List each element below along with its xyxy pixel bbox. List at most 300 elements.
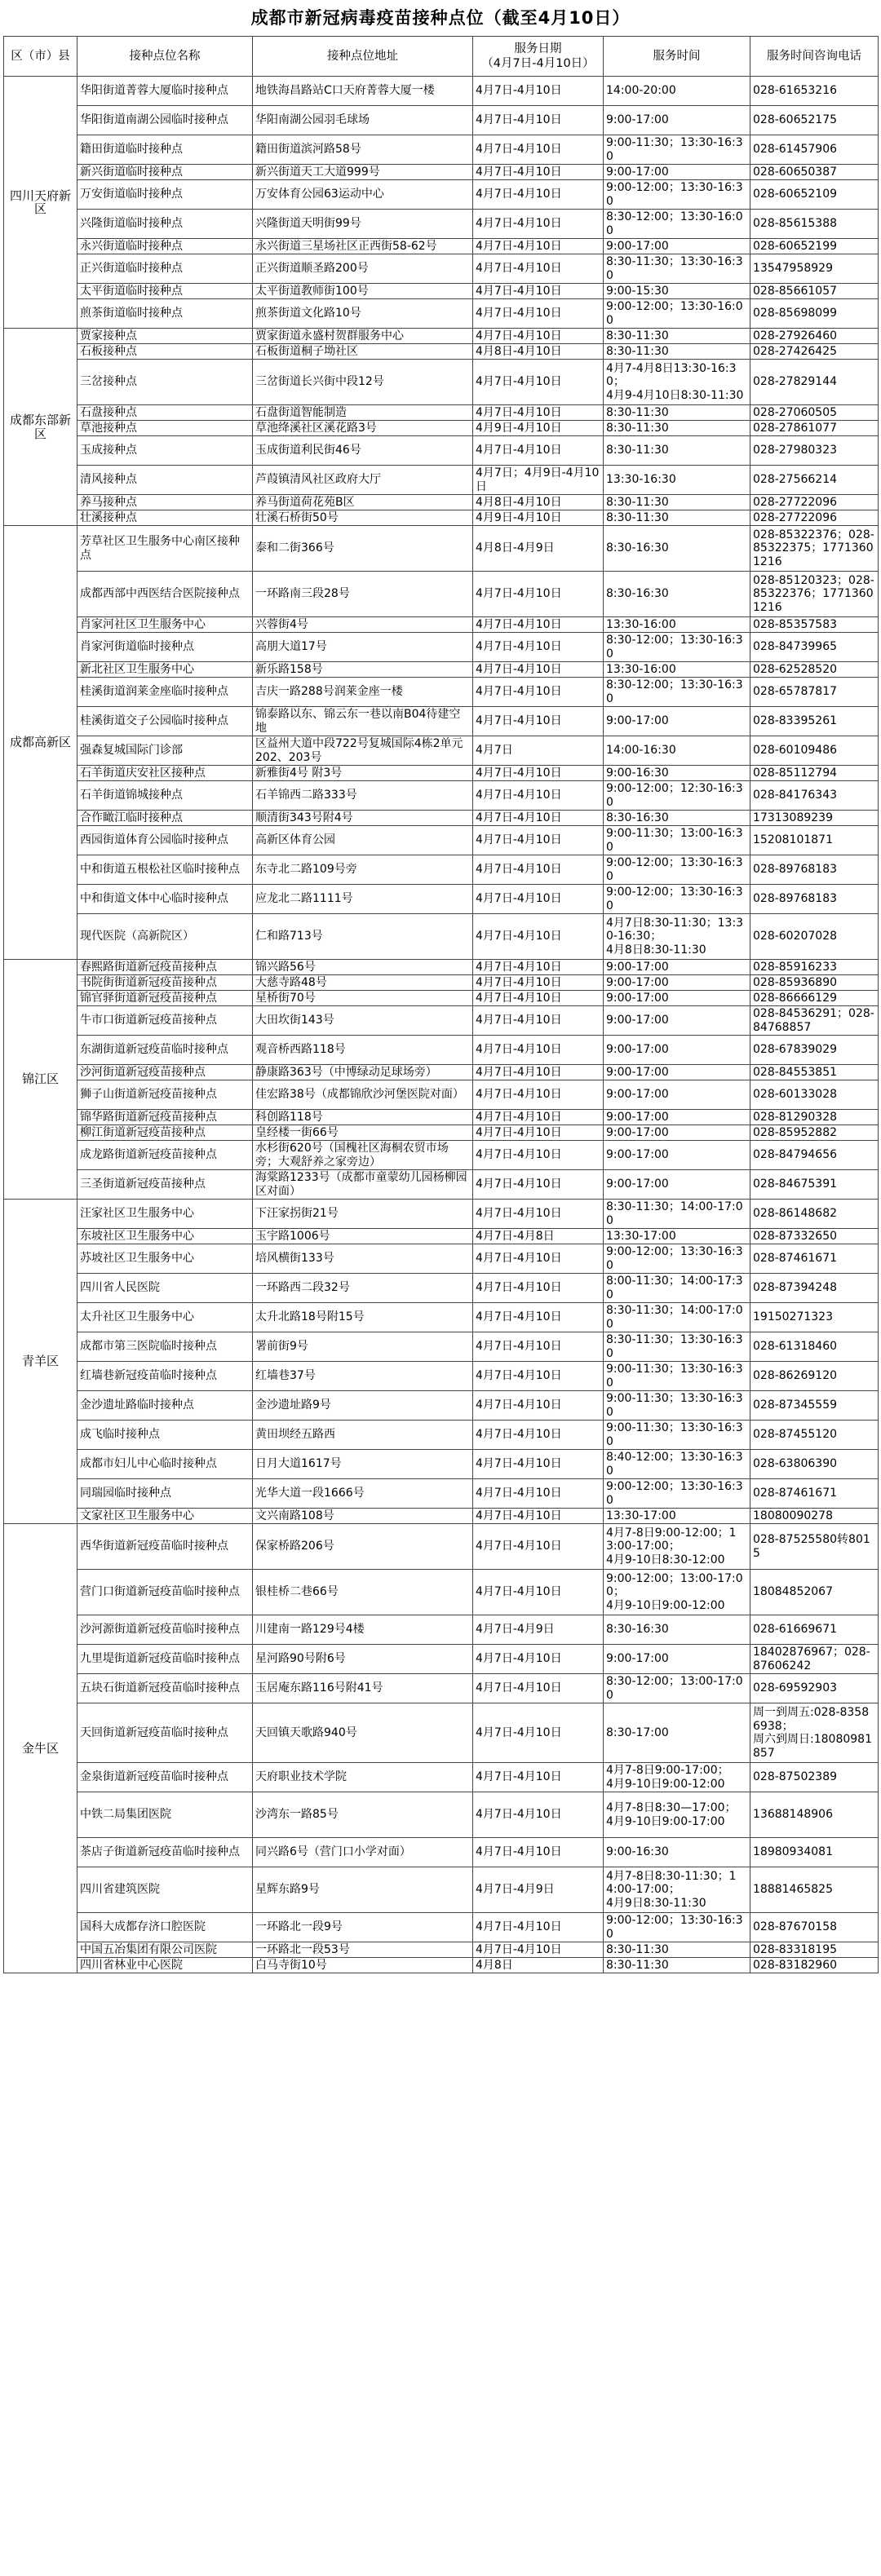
service-hours-cell: 9:00-11:30；13:00-16:30 <box>604 826 750 855</box>
phone-cell: 18080090278 <box>750 1509 879 1524</box>
service-hours-cell: 9:00-12:00；13:30-16:00 <box>604 299 750 329</box>
header-service-dates: 服务日期 （4月7日-4月10日） <box>473 37 604 77</box>
service-hours-cell: 8:30-11:30 <box>604 344 750 360</box>
service-hours-cell: 8:30-12:00；13:30-16:00 <box>604 210 750 239</box>
service-dates-cell: 4月8日-4月9日 <box>473 526 604 572</box>
phone-cell: 028-60207028 <box>750 914 879 960</box>
phone-cell: 周一到周五:028-83586938； 周六到周日:18080981857 <box>750 1703 879 1763</box>
site-name-cell: 狮子山街道新冠疫苗接种点 <box>77 1080 253 1110</box>
service-hours-cell: 4月7-8日8:30—17:00； 4月9-10日9:00-17:00 <box>604 1792 750 1838</box>
phone-cell: 028-61653216 <box>750 77 879 106</box>
site-name-cell: 煎茶街道临时接种点 <box>77 299 253 329</box>
service-dates-cell: 4月7日-4月10日 <box>473 1125 604 1141</box>
site-name-cell: 三圣街道新冠疫苗接种点 <box>77 1170 253 1200</box>
table-row <box>4 766 879 781</box>
site-address-cell: 署前街9号 <box>253 1332 473 1362</box>
site-address-cell: 仁和路713号 <box>253 914 473 960</box>
table-header-row <box>4 37 879 77</box>
site-address-cell: 同兴路6号（营门口小学对面） <box>253 1838 473 1867</box>
site-name-cell: 万安街道临时接种点 <box>77 180 253 210</box>
phone-cell: 028-27722096 <box>750 495 879 510</box>
site-name-cell: 四川省建筑医院 <box>77 1867 253 1913</box>
site-name-cell: 石板接种点 <box>77 344 253 360</box>
service-dates-cell: 4月7日-4月8日 <box>473 1229 604 1244</box>
table-row <box>4 329 879 344</box>
phone-cell: 028-85661057 <box>750 284 879 299</box>
site-name-cell: 五块石街道新冠疫苗临时接种点 <box>77 1674 253 1703</box>
service-dates-cell: 4月7日-4月10日 <box>473 1703 604 1763</box>
site-name-cell: 锦官驿街道新冠疫苗接种点 <box>77 991 253 1006</box>
site-name-cell: 合作瞰江临时接种点 <box>77 811 253 826</box>
service-dates-cell: 4月7日-4月10日 <box>473 1200 604 1229</box>
phone-cell: 028-60133028 <box>750 1080 879 1110</box>
service-dates-cell: 4月7日-4月10日 <box>473 1065 604 1080</box>
site-address-cell: 区益州大道中段722号复城国际4栋2单元202、203号 <box>253 736 473 766</box>
service-dates-cell: 4月7日-4月10日 <box>473 975 604 991</box>
table-row <box>4 1125 879 1141</box>
service-hours-cell: 9:00-17:00 <box>604 1110 750 1125</box>
service-dates-cell: 4月7日-4月10日 <box>473 633 604 662</box>
service-dates-cell: 4月9日-4月10日 <box>473 421 604 436</box>
service-dates-cell: 4月7日-4月10日 <box>473 1479 604 1509</box>
site-address-cell: 石羊锦西二路333号 <box>253 781 473 811</box>
district-cell: 锦江区 <box>4 960 77 1200</box>
table-row <box>4 811 879 826</box>
district-cell: 成都高新区 <box>4 526 77 960</box>
service-hours-cell: 9:00-11:30；13:30-16:30 <box>604 135 750 165</box>
service-hours-cell: 4月7-8日8:30-11:30；14:00-17:00； 4月9日8:30-11:30 <box>604 1867 750 1913</box>
site-name-cell: 永兴街道临时接种点 <box>77 239 253 254</box>
phone-cell: 028-87332650 <box>750 1229 879 1244</box>
service-hours-cell: 9:00-17:00 <box>604 1141 750 1170</box>
site-name-cell: 汪家社区卫生服务中心 <box>77 1200 253 1229</box>
service-dates-cell: 4月7日-4月10日 <box>473 1303 604 1332</box>
site-name-cell: 籍田街道临时接种点 <box>77 135 253 165</box>
site-address-cell: 太平街道教师街100号 <box>253 284 473 299</box>
phone-cell: 18980934081 <box>750 1838 879 1867</box>
site-name-cell: 苏坡社区卫生服务中心 <box>77 1244 253 1274</box>
table-row <box>4 299 879 329</box>
site-address-cell: 东寺北二路109号旁 <box>253 855 473 885</box>
table-row <box>4 135 879 165</box>
site-name-cell: 中和街道五根松社区临时接种点 <box>77 855 253 885</box>
table-row <box>4 781 879 811</box>
site-address-cell: 科创路118号 <box>253 1110 473 1125</box>
site-address-cell: 白马寺街10号 <box>253 1958 473 1973</box>
service-hours-cell: 9:00-17:00 <box>604 106 750 135</box>
service-hours-cell: 9:00-17:00 <box>604 1170 750 1200</box>
site-name-cell: 国科大成都存济口腔医院 <box>77 1913 253 1942</box>
service-hours-cell: 9:00-12:00；13:30-16:30 <box>604 180 750 210</box>
service-dates-cell: 4月9日-4月10日 <box>473 510 604 526</box>
service-dates-cell: 4月8日 <box>473 1958 604 1973</box>
service-hours-cell: 8:30-11:30；13:30-16:30 <box>604 254 750 284</box>
site-name-cell: 玉成接种点 <box>77 436 253 466</box>
site-address-cell: 籍田街道滨河路58号 <box>253 135 473 165</box>
phone-cell: 028-67839029 <box>750 1036 879 1065</box>
phone-cell: 18402876967；028-87606242 <box>750 1645 879 1674</box>
site-address-cell: 三岔街道长兴街中段12号 <box>253 360 473 405</box>
service-dates-cell: 4月7日-4月10日 <box>473 1450 604 1479</box>
phone-cell: 028-85916233 <box>750 960 879 975</box>
phone-cell: 028-87461671 <box>750 1244 879 1274</box>
service-dates-cell: 4月7日-4月10日 <box>473 1006 604 1036</box>
service-hours-cell: 8:30-12:00；13:30-16:30 <box>604 678 750 707</box>
site-name-cell: 成都市第三医院临时接种点 <box>77 1332 253 1362</box>
phone-cell: 028-27426425 <box>750 344 879 360</box>
site-address-cell: 锦兴路56号 <box>253 960 473 975</box>
service-dates-cell: 4月7日-4月10日 <box>473 1244 604 1274</box>
service-hours-cell: 13:30-16:00 <box>604 617 750 633</box>
phone-cell: 028-87525580转8015 <box>750 1524 879 1570</box>
service-dates-cell: 4月7日-4月9日 <box>473 1867 604 1913</box>
table-row <box>4 165 879 180</box>
district-cell: 成都东部新区 <box>4 329 77 526</box>
service-dates-cell: 4月7日-4月10日 <box>473 1141 604 1170</box>
phone-cell: 028-65787817 <box>750 678 879 707</box>
table-row <box>4 495 879 510</box>
site-name-cell: 成都市妇儿中心临时接种点 <box>77 1450 253 1479</box>
site-name-cell: 石羊街道庆安社区接种点 <box>77 766 253 781</box>
site-name-cell: 中和街道文体中心临时接种点 <box>77 885 253 914</box>
service-dates-cell: 4月7日-4月10日 <box>473 826 604 855</box>
phone-cell: 028-89768183 <box>750 855 879 885</box>
site-name-cell: 沙河街道新冠疫苗接种点 <box>77 1065 253 1080</box>
service-hours-cell: 9:00-17:00 <box>604 165 750 180</box>
service-dates-cell: 4月7日；4月9日-4月10日 <box>473 466 604 495</box>
district-cell: 金牛区 <box>4 1524 77 1973</box>
site-name-cell: 兴隆街道临时接种点 <box>77 210 253 239</box>
service-hours-cell: 8:30-11:30；14:00-17:00 <box>604 1303 750 1332</box>
service-hours-cell: 9:00-12:00；13:30-16:30 <box>604 1244 750 1274</box>
site-name-cell: 壮溪接种点 <box>77 510 253 526</box>
site-address-cell: 吉庆一路288号润莱金座一楼 <box>253 678 473 707</box>
table-row <box>4 1867 879 1913</box>
service-dates-cell: 4月7日-4月10日 <box>473 1763 604 1792</box>
table-row <box>4 1942 879 1958</box>
table-row <box>4 466 879 495</box>
site-name-cell: 九里堤街道新冠疫苗临时接种点 <box>77 1645 253 1674</box>
phone-cell: 028-85698099 <box>750 299 879 329</box>
service-dates-cell: 4月7日-4月10日 <box>473 284 604 299</box>
header-service-hours: 服务时间 <box>604 37 750 77</box>
site-address-cell: 石板街道桐子坳社区 <box>253 344 473 360</box>
site-address-cell: 华阳南湖公园羽毛球场 <box>253 106 473 135</box>
service-dates-cell: 4月7日-4月10日 <box>473 299 604 329</box>
site-name-cell: 书院街街道新冠疫苗接种点 <box>77 975 253 991</box>
service-dates-cell: 4月7日-4月10日 <box>473 1362 604 1391</box>
site-address-cell: 水杉街620号（国槐社区海桐农贸市场旁；大观舒养之家旁边） <box>253 1141 473 1170</box>
service-hours-cell: 9:00-17:00 <box>604 1065 750 1080</box>
site-name-cell: 三岔接种点 <box>77 360 253 405</box>
table-row <box>4 421 879 436</box>
phone-cell: 17313089239 <box>750 811 879 826</box>
service-hours-cell: 8:30-16:30 <box>604 1615 750 1645</box>
site-name-cell: 四川省人民医院 <box>77 1274 253 1303</box>
service-dates-cell: 4月7日-4月10日 <box>473 1274 604 1303</box>
site-address-cell: 保家桥路206号 <box>253 1524 473 1570</box>
service-dates-cell: 4月7日 <box>473 736 604 766</box>
service-dates-cell: 4月7日-4月10日 <box>473 855 604 885</box>
table-row <box>4 1141 879 1170</box>
site-name-cell: 肖家河街道临时接种点 <box>77 633 253 662</box>
phone-cell: 028-87670158 <box>750 1913 879 1942</box>
site-name-cell: 新北社区卫生服务中心 <box>77 662 253 678</box>
table-row <box>4 1229 879 1244</box>
site-address-cell: 沙湾东一路85号 <box>253 1792 473 1838</box>
site-address-cell: 草池绛溪社区溪花路3号 <box>253 421 473 436</box>
table-row <box>4 914 879 960</box>
service-hours-cell: 9:00-12:00；13:30-16:30 <box>604 885 750 914</box>
site-address-cell: 一环路北一段53号 <box>253 1942 473 1958</box>
site-address-cell: 石盘街道智能制造 <box>253 405 473 421</box>
site-name-cell: 同瑞园临时接种点 <box>77 1479 253 1509</box>
table-row <box>4 1080 879 1110</box>
site-name-cell: 茶店子街道新冠疫苗临时接种点 <box>77 1838 253 1867</box>
phone-cell: 028-60652175 <box>750 106 879 135</box>
service-hours-cell: 14:00-20:00 <box>604 77 750 106</box>
site-name-cell: 新兴街道临时接种点 <box>77 165 253 180</box>
site-address-cell: 正兴街道顺圣路200号 <box>253 254 473 284</box>
site-name-cell: 柳江街道新冠疫苗接种点 <box>77 1125 253 1141</box>
site-address-cell: 银桂桥二巷66号 <box>253 1570 473 1615</box>
page-title: 成都市新冠病毒疫苗接种点位（截至4月10日） <box>250 8 631 28</box>
service-hours-cell: 8:30-11:30；14:00-17:00 <box>604 1200 750 1229</box>
service-hours-cell: 13:30-17:00 <box>604 1509 750 1524</box>
site-address-cell: 泰和二街366号 <box>253 526 473 572</box>
service-hours-cell: 8:30-11:30 <box>604 1942 750 1958</box>
table-row <box>4 1509 879 1524</box>
site-name-cell: 桂溪街道交子公园临时接种点 <box>77 707 253 736</box>
site-address-cell: 川建南一路129号4楼 <box>253 1615 473 1645</box>
site-address-cell: 一环路南三段28号 <box>253 572 473 617</box>
service-hours-cell: 9:00-12:00；13:00-17:00； 4月9-10日9:00-12:00 <box>604 1570 750 1615</box>
site-name-cell: 东坡社区卫生服务中心 <box>77 1229 253 1244</box>
site-address-cell: 下汪家拐街21号 <box>253 1200 473 1229</box>
phone-cell: 028-81290328 <box>750 1110 879 1125</box>
service-hours-cell: 9:00-16:30 <box>604 766 750 781</box>
site-address-cell: 红墙巷37号 <box>253 1362 473 1391</box>
service-hours-cell: 9:00-17:00 <box>604 991 750 1006</box>
site-name-cell: 沙河源街道新冠疫苗临时接种点 <box>77 1615 253 1645</box>
table-row <box>4 678 879 707</box>
site-address-cell: 培风横街133号 <box>253 1244 473 1274</box>
table-row <box>4 1792 879 1838</box>
service-dates-cell: 4月7日-4月10日 <box>473 1674 604 1703</box>
table-row <box>4 1703 879 1763</box>
table-row <box>4 1838 879 1867</box>
service-hours-cell: 8:30-16:30 <box>604 572 750 617</box>
site-name-cell: 成都西部中西医结合医院接种点 <box>77 572 253 617</box>
site-address-cell: 金沙遗址路9号 <box>253 1391 473 1421</box>
phone-cell: 028-85615388 <box>750 210 879 239</box>
site-address-cell: 锦泰路以东、锦云东一巷以南B04待建空地 <box>253 707 473 736</box>
site-address-cell: 一环路北一段9号 <box>253 1913 473 1942</box>
service-dates-cell: 4月7日-4月10日 <box>473 707 604 736</box>
site-address-cell: 养马街道荷花苑B区 <box>253 495 473 510</box>
service-hours-cell: 8:30-12:00；13:00-17:00 <box>604 1674 750 1703</box>
site-name-cell: 营门口街道新冠疫苗临时接种点 <box>77 1570 253 1615</box>
phone-cell: 028-84536291；028-84768857 <box>750 1006 879 1036</box>
service-dates-cell: 4月7日-4月10日 <box>473 960 604 975</box>
service-hours-cell: 8:30-11:30 <box>604 436 750 466</box>
header-phone: 服务时间咨询电话 <box>750 37 879 77</box>
site-name-cell: 春熙路街道新冠疫苗接种点 <box>77 960 253 975</box>
service-hours-cell: 8:30-11:30 <box>604 421 750 436</box>
site-address-cell: 顺清街343号附4号 <box>253 811 473 826</box>
table-row <box>4 180 879 210</box>
site-name-cell: 成飞临时接种点 <box>77 1421 253 1450</box>
service-dates-cell: 4月7日-4月10日 <box>473 1942 604 1958</box>
phone-cell: 18084852067 <box>750 1570 879 1615</box>
service-hours-cell: 8:30-16:30 <box>604 811 750 826</box>
site-name-cell: 华阳街道南湖公园临时接种点 <box>77 106 253 135</box>
table-row <box>4 1200 879 1229</box>
service-hours-cell: 9:00-17:00 <box>604 1125 750 1141</box>
service-dates-cell: 4月7日-4月10日 <box>473 885 604 914</box>
site-address-cell: 静康路363号（中博绿动足球场旁） <box>253 1065 473 1080</box>
site-address-cell: 新乐路158号 <box>253 662 473 678</box>
phone-cell: 028-60109486 <box>750 736 879 766</box>
site-name-cell: 中铁二局集团医院 <box>77 1792 253 1838</box>
service-dates-cell: 4月7日-4月10日 <box>473 678 604 707</box>
site-address-cell: 星河路90号附6号 <box>253 1645 473 1674</box>
site-address-cell: 新雅街4号 附3号 <box>253 766 473 781</box>
service-hours-cell: 9:00-15:30 <box>604 284 750 299</box>
service-hours-cell: 8:30-11:30 <box>604 405 750 421</box>
table-row <box>4 1391 879 1421</box>
site-address-cell: 贾家街道永盛村贺群服务中心 <box>253 329 473 344</box>
service-hours-cell: 8:30-11:30 <box>604 329 750 344</box>
table-row <box>4 960 879 975</box>
phone-cell: 028-83318195 <box>750 1942 879 1958</box>
service-hours-cell: 9:00-11:30；13:30-16:30 <box>604 1362 750 1391</box>
site-name-cell: 石羊街道锦城接种点 <box>77 781 253 811</box>
phone-cell: 028-85936890 <box>750 975 879 991</box>
site-address-cell: 兴隆街道天明街99号 <box>253 210 473 239</box>
site-address-cell: 永兴街道三星场社区正西街58-62号 <box>253 239 473 254</box>
site-address-cell: 新兴街道天工大道999号 <box>253 165 473 180</box>
site-name-cell: 贾家接种点 <box>77 329 253 344</box>
site-address-cell: 文兴南路108号 <box>253 1509 473 1524</box>
table-row <box>4 1065 879 1080</box>
service-hours-cell: 8:30-11:30 <box>604 510 750 526</box>
site-name-cell: 正兴街道临时接种点 <box>77 254 253 284</box>
site-name-cell: 养马接种点 <box>77 495 253 510</box>
table-row <box>4 1570 879 1615</box>
service-dates-cell: 4月7日-4月10日 <box>473 1036 604 1065</box>
table-row <box>4 1958 879 1973</box>
service-dates-cell: 4月7日-4月10日 <box>473 1792 604 1838</box>
service-hours-cell: 4月7-4月8日13:30-16:30； 4月9-4月10日8:30-11:30 <box>604 360 750 405</box>
service-hours-cell: 4月7-8日9:00-17:00； 4月9-10日9:00-12:00 <box>604 1763 750 1792</box>
table-row <box>4 572 879 617</box>
phone-cell: 15208101871 <box>750 826 879 855</box>
table-row <box>4 736 879 766</box>
service-dates-cell: 4月7日-4月10日 <box>473 360 604 405</box>
service-dates-cell: 4月7日-4月10日 <box>473 617 604 633</box>
table-row <box>4 975 879 991</box>
site-address-cell: 太升北路18号附15号 <box>253 1303 473 1332</box>
service-dates-cell: 4月7日-4月9日 <box>473 1615 604 1645</box>
service-dates-cell: 4月7日-4月10日 <box>473 1838 604 1867</box>
site-address-cell: 大田坎街143号 <box>253 1006 473 1036</box>
service-hours-cell: 9:00-12:00；12:30-16:30 <box>604 781 750 811</box>
service-hours-cell: 8:30-16:30 <box>604 526 750 572</box>
site-address-cell: 一环路西二段32号 <box>253 1274 473 1303</box>
phone-cell: 028-86269120 <box>750 1362 879 1391</box>
phone-cell: 028-86148682 <box>750 1200 879 1229</box>
phone-cell: 18881465825 <box>750 1867 879 1913</box>
phone-cell: 028-85112794 <box>750 766 879 781</box>
site-name-cell: 华阳街道菁蓉大厦临时接种点 <box>77 77 253 106</box>
site-address-cell: 佳宏路38号（成都锦欣沙河堡医院对面） <box>253 1080 473 1110</box>
table-row <box>4 1479 879 1509</box>
service-dates-cell: 4月7日-4月10日 <box>473 572 604 617</box>
site-address-cell: 壮溪石桥街50号 <box>253 510 473 526</box>
service-hours-cell: 9:00-17:00 <box>604 707 750 736</box>
service-dates-cell: 4月7日-4月10日 <box>473 991 604 1006</box>
service-hours-cell: 9:00-17:00 <box>604 960 750 975</box>
phone-cell: 028-86666129 <box>750 991 879 1006</box>
phone-cell: 028-85120323；028-85322376；17713601216 <box>750 572 879 617</box>
service-dates-cell: 4月7日-4月10日 <box>473 1332 604 1362</box>
phone-cell: 13547958929 <box>750 254 879 284</box>
service-hours-cell: 14:00-16:30 <box>604 736 750 766</box>
phone-cell: 028-27060505 <box>750 405 879 421</box>
service-dates-cell: 4月8日-4月10日 <box>473 495 604 510</box>
phone-cell: 028-85357583 <box>750 617 879 633</box>
site-name-cell: 草池接种点 <box>77 421 253 436</box>
table-row <box>4 239 879 254</box>
service-hours-cell: 9:00-12:00；13:30-16:30 <box>604 855 750 885</box>
table-row <box>4 662 879 678</box>
table-row <box>4 617 879 633</box>
service-hours-cell: 8:00-11:30；14:00-17:30 <box>604 1274 750 1303</box>
table-row <box>4 885 879 914</box>
table-row <box>4 1674 879 1703</box>
site-address-cell: 玉居庵东路116号附41号 <box>253 1674 473 1703</box>
phone-cell: 028-60652109 <box>750 180 879 210</box>
service-hours-cell: 8:30-11:30 <box>604 495 750 510</box>
site-address-cell: 星桥街70号 <box>253 991 473 1006</box>
table-row <box>4 344 879 360</box>
table-row <box>4 436 879 466</box>
site-address-cell: 万安体育公园63运动中心 <box>253 180 473 210</box>
service-hours-cell: 9:00-17:00 <box>604 1080 750 1110</box>
site-address-cell: 应龙北二路1111号 <box>253 885 473 914</box>
service-dates-cell: 4月7日-4月10日 <box>473 781 604 811</box>
district-cell: 青羊区 <box>4 1200 77 1524</box>
service-hours-cell: 9:00-16:30 <box>604 1838 750 1867</box>
site-address-cell: 黄田坝经五路西 <box>253 1421 473 1450</box>
table-row <box>4 405 879 421</box>
table-row <box>4 1524 879 1570</box>
phone-cell: 028-83182960 <box>750 1958 879 1973</box>
site-name-cell: 西园街道体育公园临时接种点 <box>77 826 253 855</box>
service-dates-cell: 4月7日-4月10日 <box>473 1421 604 1450</box>
service-hours-cell: 8:30-11:30；13:30-16:30 <box>604 1332 750 1362</box>
service-dates-cell: 4月7日-4月10日 <box>473 1524 604 1570</box>
service-hours-cell: 13:30-16:30 <box>604 466 750 495</box>
service-hours-cell: 9:00-12:00；13:30-16:30 <box>604 1913 750 1942</box>
site-address-cell: 地铁海昌路站C口天府菁蓉大厦一楼 <box>253 77 473 106</box>
service-hours-cell: 13:30-16:00 <box>604 662 750 678</box>
phone-cell: 028-27566214 <box>750 466 879 495</box>
table-row <box>4 510 879 526</box>
service-hours-cell: 9:00-11:30；13:30-16:30 <box>604 1421 750 1450</box>
site-name-cell: 红墙巷新冠疫苗临时接种点 <box>77 1362 253 1391</box>
